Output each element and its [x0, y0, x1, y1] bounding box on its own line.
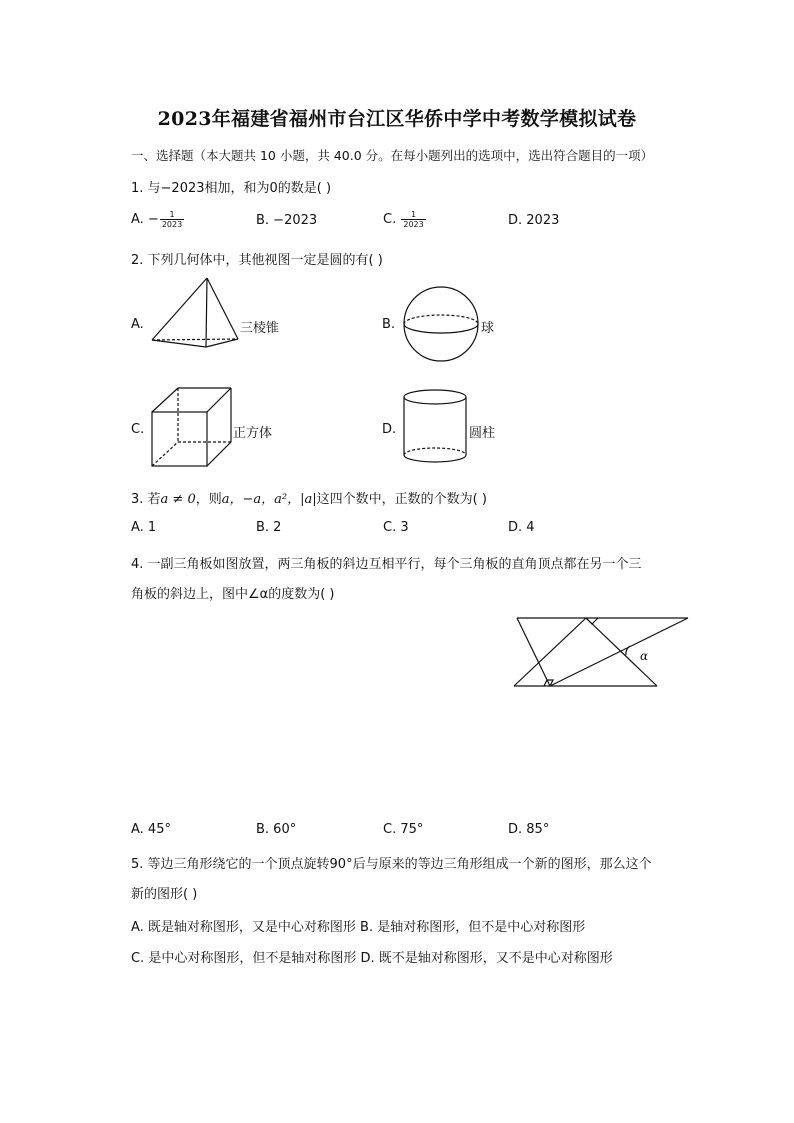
- q4-option-a: A. 45°: [131, 822, 171, 837]
- q1-option-c: [383, 210, 426, 229]
- q1-option-c-fraction: [401, 210, 425, 229]
- q2-option-b-name: 球: [481, 321, 495, 336]
- q4-option-d: D. 85°: [508, 822, 550, 837]
- q1-option-a: [131, 210, 184, 229]
- fraction-denominator: 2023: [161, 220, 183, 229]
- q3-option-b: B. 2: [256, 520, 282, 535]
- fraction-numerator: 1: [401, 210, 425, 220]
- question-4-stem-line1: 4. 一副三角板如图放置，两三角板的斜边互相平行，每个三角板的直角顶点都在另一个三: [131, 557, 642, 572]
- q3-option-c: C. 3: [383, 520, 409, 535]
- q3-stem-prefix: 3. 若: [131, 492, 161, 507]
- fraction-numerator: 1: [160, 210, 184, 220]
- question-4-stem-line2: 角板的斜边上，图中∠α的度数为( ): [131, 587, 335, 602]
- q3-stem-mid: ，则: [195, 492, 222, 507]
- q1-option-b: B. −2023: [256, 213, 318, 228]
- question-1-stem: 1. 与−2023相加，和为0的数是( ): [131, 181, 332, 196]
- question-5-stem-line1: 5. 等边三角形绕它的一个顶点旋转90°后与原来的等边三角形组成一个新的图形，那么这个: [131, 857, 652, 872]
- q3-option-d: D. 4: [508, 520, 535, 535]
- question-5-stem-line2: 新的图形( ): [131, 887, 198, 902]
- q2-option-a-name: 三棱锥: [240, 321, 280, 336]
- q2-option-c-name: 正方体: [233, 426, 273, 441]
- q1-option-d: D. 2023: [508, 213, 560, 228]
- q2-option-d-name: 圆柱: [469, 426, 496, 441]
- q1-option-a-label: A.: [131, 212, 144, 227]
- q2-option-d-label: D.: [382, 422, 397, 437]
- q3-condition: a ≠ 0: [160, 492, 196, 507]
- q2-option-c-label: C.: [131, 422, 145, 437]
- alpha-label: α: [640, 649, 649, 663]
- q5-options-cd: C. 是中心对称图形，但不是轴对称图形 D. 既不是轴对称图形，又不是中心对称图形: [131, 951, 613, 966]
- q4-option-c: C. 75°: [383, 822, 424, 837]
- q1-option-a-sign: −: [147, 212, 159, 227]
- q2-option-b-label: B.: [382, 317, 396, 332]
- question-3-stem: [131, 488, 487, 507]
- q3-stem-suffix: 这四个数中，正数的个数为( ): [316, 492, 487, 507]
- q4-option-b: B. 60°: [256, 822, 297, 837]
- q1-option-c-label: C.: [383, 212, 397, 227]
- triangular-pyramid-figure: [150, 276, 242, 346]
- cube-figure: [150, 386, 234, 468]
- page-title: 2023年福建省福州市台江区华侨中学中考数学模拟试卷: [157, 108, 637, 130]
- set-squares-figure: [512, 614, 692, 690]
- q1-option-a-fraction: [160, 210, 184, 229]
- section-header: 一、选择题（本大题共 10 小题，共 40.0 分。在每小题列出的选项中，选出符合题目的一项）: [131, 148, 654, 163]
- q3-values: a，−a，a²，|a|: [221, 492, 317, 507]
- fraction-denominator: 2023: [403, 220, 424, 229]
- question-2-stem: 2. 下列几何体中，其他视图一定是圆的有( ): [131, 253, 383, 268]
- q3-option-a: A. 1: [131, 520, 157, 535]
- q2-option-a-label: A.: [131, 317, 144, 332]
- q5-options-ab: A. 既是轴对称图形，又是中心对称图形 B. 是轴对称图形，但不是中心对称图形: [131, 920, 586, 935]
- cylinder-figure: [402, 388, 468, 466]
- sphere-figure: [402, 286, 482, 364]
